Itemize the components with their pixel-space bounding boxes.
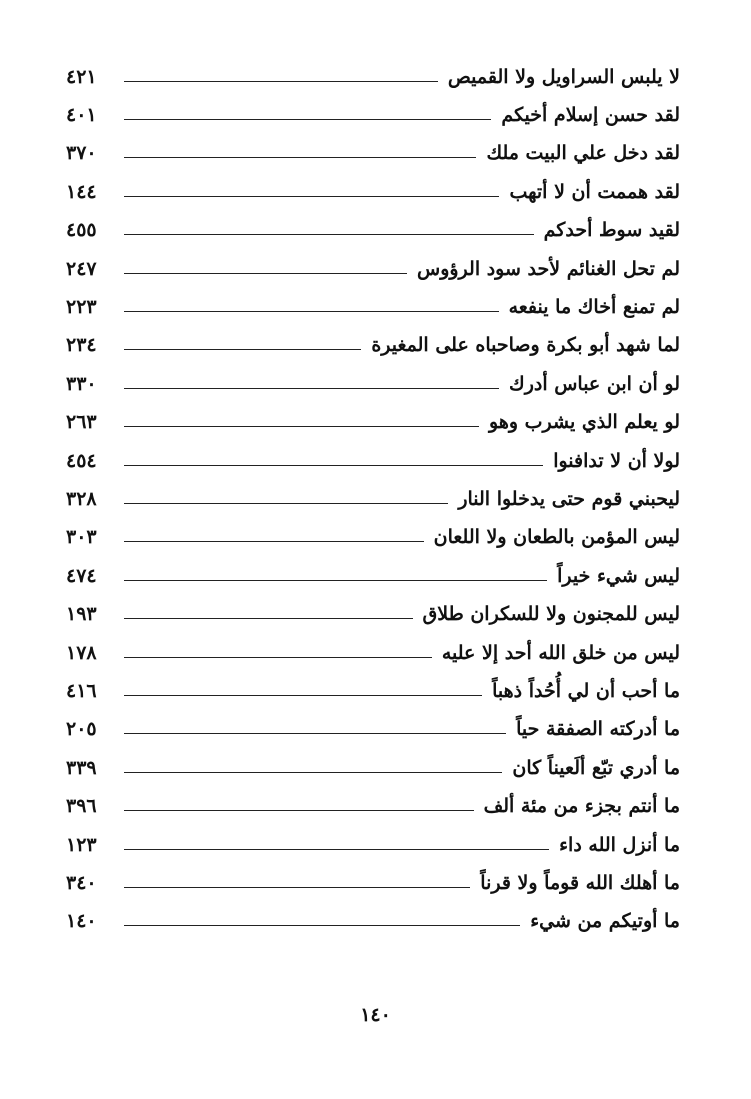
entry-title: ما أنزل الله داء bbox=[559, 833, 680, 856]
entry-page-number: ٢٦٣ bbox=[66, 411, 97, 434]
leader-line bbox=[124, 541, 424, 542]
entry-page-number: ٢٢٣ bbox=[66, 296, 97, 319]
leader-line bbox=[124, 733, 506, 734]
entry-title: لقد حسن إسلام أخيكم bbox=[501, 104, 680, 127]
entry-page-number: ١٢٣ bbox=[66, 833, 97, 856]
entry-page-number: ٤٥٥ bbox=[66, 219, 97, 242]
index-list bbox=[66, 58, 680, 941]
leader-line bbox=[124, 465, 543, 466]
entry-title: لقد دخل علي البيت ملك bbox=[486, 142, 680, 165]
entry-title: ليس للمجنون ولا للسكران طلاق bbox=[422, 603, 680, 626]
leader-line bbox=[124, 349, 361, 350]
entry-title: لقيد سوط أحدكم bbox=[543, 219, 680, 242]
entry-title: ما أهلك الله قوماً ولا قرناً bbox=[480, 871, 680, 894]
leader-line bbox=[124, 849, 549, 850]
leader-line bbox=[124, 580, 547, 581]
index-entry bbox=[66, 749, 680, 787]
entry-title: ليس شيء خيراً bbox=[557, 564, 680, 587]
entry-page-number: ٣٤٠ bbox=[66, 871, 97, 894]
entry-title: لقد هممت أن لا أتهب bbox=[509, 180, 680, 203]
index-entry bbox=[66, 212, 680, 250]
entry-page-number: ٣٧٠ bbox=[66, 142, 97, 165]
entry-title: ليس من خلق الله أحد إلا عليه bbox=[441, 641, 680, 664]
leader-line bbox=[124, 157, 476, 158]
entry-page-number: ٢٠٥ bbox=[66, 718, 97, 741]
index-entry bbox=[66, 903, 680, 941]
entry-page-number: ٤٢١ bbox=[66, 65, 97, 88]
entry-page-number: ١٤٤ bbox=[66, 180, 97, 203]
leader-line bbox=[124, 388, 499, 389]
index-entry bbox=[66, 480, 680, 518]
leader-line bbox=[124, 618, 413, 619]
index-entry bbox=[66, 672, 680, 710]
entry-page-number: ٢٣٤ bbox=[66, 334, 97, 357]
entry-page-number: ٤١٦ bbox=[66, 679, 97, 702]
entry-title: لا يلبس السراويل ولا القميص bbox=[447, 65, 680, 88]
index-entry bbox=[66, 288, 680, 326]
leader-line bbox=[124, 234, 534, 235]
leader-line bbox=[124, 196, 499, 197]
entry-title: ما أنتم بجزء من مئة ألف bbox=[483, 795, 680, 818]
leader-line bbox=[124, 119, 491, 120]
index-entry bbox=[66, 787, 680, 825]
entry-page-number: ٤٧٤ bbox=[66, 564, 97, 587]
index-entry bbox=[66, 58, 680, 96]
entry-page-number: ١٩٣ bbox=[66, 603, 97, 626]
entry-title: لما شهد أبو بكرة وصاحباه على المغيرة bbox=[371, 334, 680, 357]
index-entry bbox=[66, 634, 680, 672]
entry-page-number: ٣٢٨ bbox=[66, 487, 97, 510]
entry-page-number: ٢٤٧ bbox=[66, 257, 97, 280]
index-entry bbox=[66, 96, 680, 134]
entry-title: لولا أن لا تدافنوا bbox=[553, 449, 680, 472]
index-entry bbox=[66, 826, 680, 864]
entry-page-number: ١٧٨ bbox=[66, 641, 97, 664]
leader-line bbox=[124, 81, 438, 82]
entry-page-number: ٣٠٣ bbox=[66, 526, 97, 549]
entry-title: لم تحل الغنائم لأحد سود الرؤوس bbox=[417, 257, 680, 280]
entry-page-number: ٤٠١ bbox=[66, 104, 97, 127]
index-entry bbox=[66, 404, 680, 442]
leader-line bbox=[124, 657, 432, 658]
entry-page-number: ٣٣٠ bbox=[66, 372, 97, 395]
entry-title: لو يعلم الذي يشرب وهو bbox=[489, 411, 680, 434]
index-entry bbox=[66, 557, 680, 595]
leader-line bbox=[124, 810, 474, 811]
entry-page-number: ١٤٠ bbox=[66, 910, 97, 933]
index-entry bbox=[66, 173, 680, 211]
leader-line bbox=[124, 772, 502, 773]
page-number: ١٤٠ bbox=[360, 1004, 391, 1026]
index-entry bbox=[66, 327, 680, 365]
index-entry bbox=[66, 711, 680, 749]
leader-line bbox=[124, 273, 407, 274]
entry-page-number: ٣٩٦ bbox=[66, 795, 97, 818]
index-entry bbox=[66, 442, 680, 480]
entry-title: ليحبني قوم حتى يدخلوا النار bbox=[458, 487, 680, 510]
leader-line bbox=[124, 426, 479, 427]
index-entry bbox=[66, 864, 680, 902]
leader-line bbox=[124, 311, 499, 312]
leader-line bbox=[124, 925, 520, 926]
index-entry bbox=[66, 519, 680, 557]
leader-line bbox=[124, 695, 482, 696]
leader-line bbox=[124, 503, 448, 504]
entry-title: ما أوتيكم من شيء bbox=[530, 910, 680, 933]
entry-title: ما أدركته الصفقة حياً bbox=[516, 718, 680, 741]
index-entry bbox=[66, 595, 680, 633]
entry-title: لم تمنع أخاك ما ينفعه bbox=[508, 296, 680, 319]
leader-line bbox=[124, 887, 470, 888]
entry-title: ما أحب أن لي أُحُداً ذهباً bbox=[492, 679, 680, 702]
index-entry bbox=[66, 250, 680, 288]
entry-title: ما أدري تبّع ألَعيناً كان bbox=[512, 756, 680, 779]
entry-page-number: ٤٥٤ bbox=[66, 449, 97, 472]
entry-page-number: ٣٣٩ bbox=[66, 756, 97, 779]
entry-title: لو أن ابن عباس أدرك bbox=[509, 372, 680, 395]
index-entry bbox=[66, 365, 680, 403]
index-entry bbox=[66, 135, 680, 173]
entry-title: ليس المؤمن بالطعان ولا اللعان bbox=[433, 526, 680, 549]
